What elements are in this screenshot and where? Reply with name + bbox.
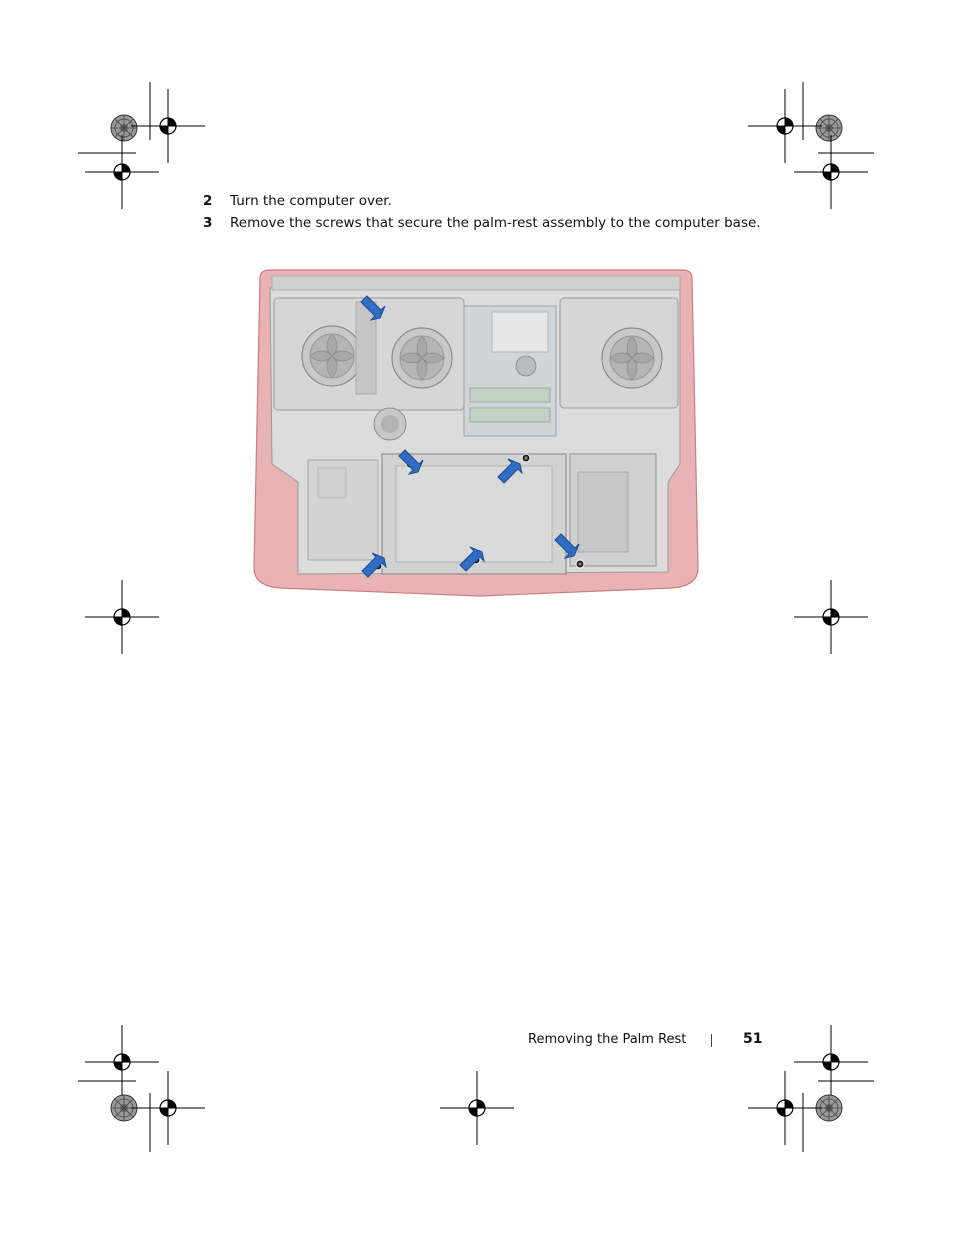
footer-separator bbox=[711, 1034, 712, 1047]
footer-section-title: Removing the Palm Rest bbox=[528, 1032, 687, 1047]
step-number: 3 bbox=[203, 215, 213, 231]
step-text: Turn the computer over. bbox=[230, 193, 392, 209]
step-number: 2 bbox=[203, 193, 213, 209]
screw-marker bbox=[522, 454, 530, 462]
page-number: 51 bbox=[743, 1031, 763, 1047]
screw-marker bbox=[576, 560, 584, 568]
step-text: Remove the screws that secure the palm-rest assembly to the computer base. bbox=[230, 215, 761, 231]
laptop-base-illustration bbox=[252, 268, 700, 598]
